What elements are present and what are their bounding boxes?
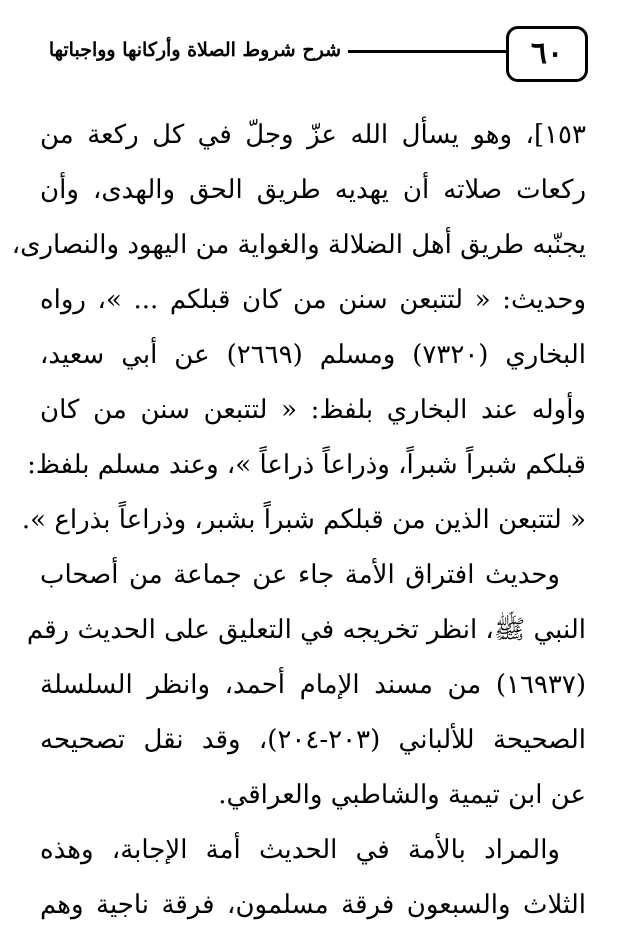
text-line: وأوله عند البخاري بلفظ: « لتتبعن سنن من كان [40, 395, 586, 425]
body-text [11, 108, 587, 933]
text-line: « لتتبعن الذين من قبلكم شبراً بشبر، وذراعاً بذراع ». [21, 505, 586, 535]
page-number-text: ٦٠ [530, 36, 564, 71]
text-line: ركعات صلاته أن يهديه طريق الحق والهدى، وأن [40, 175, 586, 205]
running-title: شرح شروط الصلاة وأركانها وواجباتها [48, 39, 341, 61]
paragraph [26, 548, 586, 823]
text-line: الثلاث والسبعون فرقة مسلمون، فرقة ناجية وهم [40, 890, 586, 920]
text-line: الصحيحة للألباني (٢٠٣-٢٠٤)، وقد نقل تصحيحه [40, 725, 586, 755]
page-header [0, 22, 631, 86]
text-line: ١٥٣]، وهو يسأل الله عزّ وجلّ في كل ركعة من [40, 120, 586, 150]
paragraph [11, 108, 587, 548]
page-number [506, 26, 588, 82]
text-line: عن ابن تيمية والشاطبي والعراقي. [218, 780, 586, 810]
text-line: البخاري (٧٣٢٠) ومسلم (٢٦٦٩) عن أبي سعيد، [40, 340, 587, 370]
text-line: (١٦٩٣٧) من مسند الإمام أحمد، وانظر السلسلة [40, 670, 586, 700]
text-line: والمراد بالأمة في الحديث أمة الإجابة، وهذه [40, 835, 560, 865]
paragraph [40, 823, 586, 933]
text-line: وحديث: « لتتبعن سنن من كان قبلكم ... »، رواه [40, 285, 586, 315]
text-line: النبي ﷺ، انظر تخريجه في التعليق على الحديث رقم [26, 615, 586, 645]
text-line: يجنّبه طريق أهل الضلالة والغواية من اليهود والنصارى، [11, 230, 586, 260]
text-line: وحديث افتراق الأمة جاء عن جماعة من أصحاب [40, 560, 560, 590]
header-rule [348, 50, 506, 53]
text-line: قبلكم شبراً شبراً، وذراعاً ذراعاً »، وعند مسلم بلفظ: [27, 450, 586, 480]
